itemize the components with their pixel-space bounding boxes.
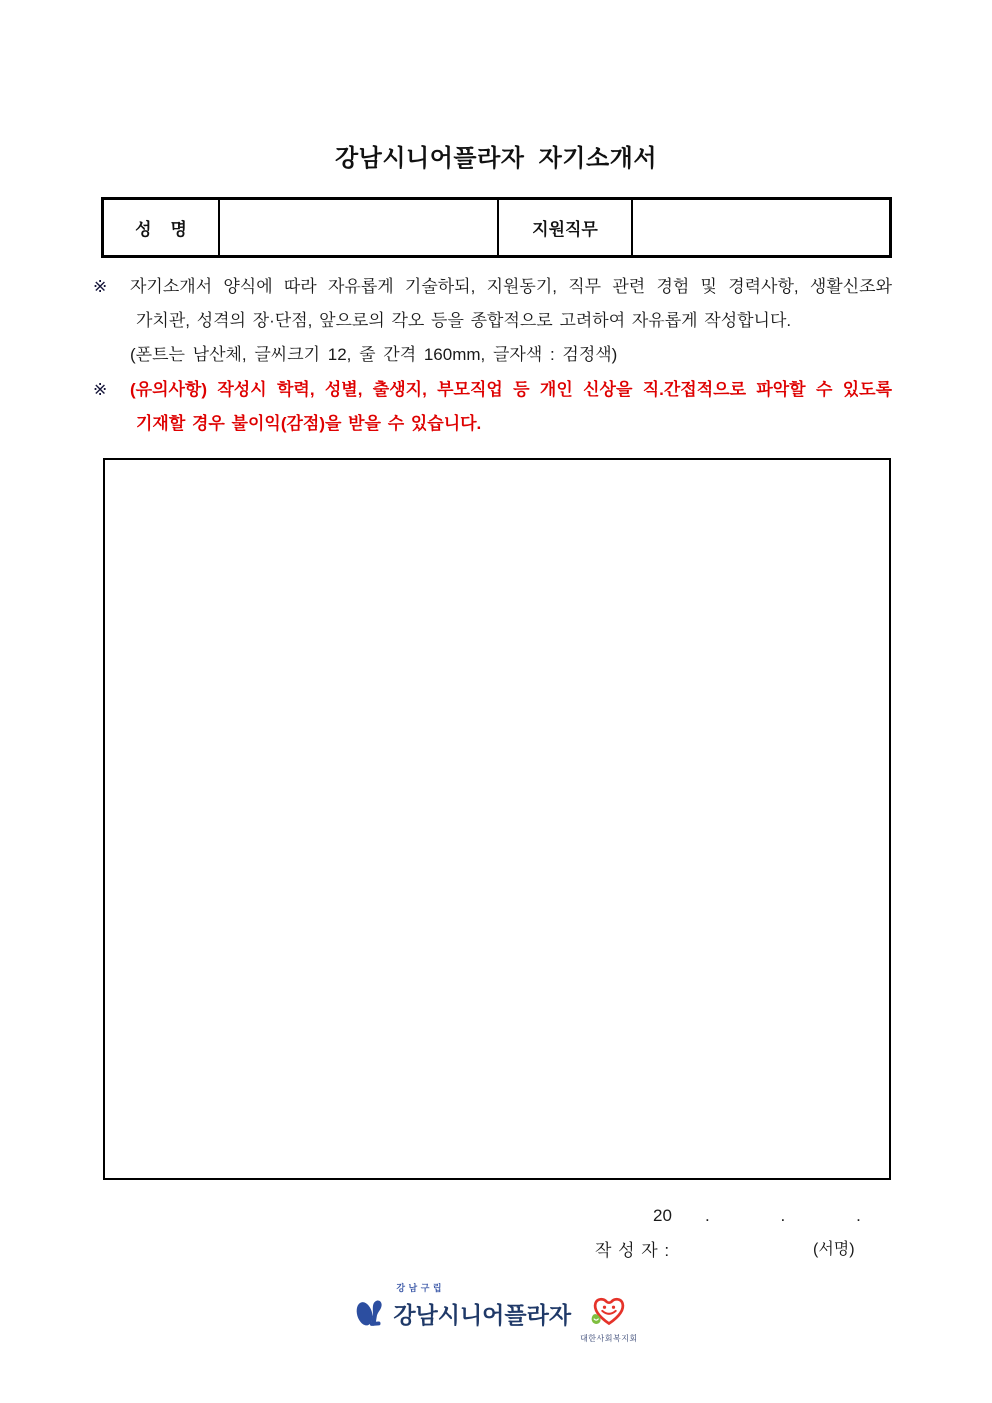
- partner-name-label: 대한사회복지회: [580, 1334, 638, 1343]
- page-title: 강남시니어플라자 자기소개서: [334, 145, 658, 172]
- note1-marker: ※: [93, 277, 108, 296]
- org-name-label: 강남시니어플라자: [393, 1302, 572, 1328]
- note1-line-1: 자기소개서 양식에 따라 자유롭게 기술하되, 지원동기, 직무 관련 경험 및 경력사항, 생활신조와: [130, 277, 892, 296]
- partner-logo-block: [580, 1292, 638, 1344]
- warning-line-1: (유의사항) 작성시 학력, 성별, 출생지, 부모직업 등 개인 신상을 직.간접적으로 파악할 수 있도록: [130, 380, 892, 399]
- footer-logo: [0, 1281, 992, 1344]
- position-input-cell[interactable]: [631, 200, 889, 255]
- essay-input-box[interactable]: [103, 458, 891, 1180]
- heart-smile-icon: [586, 1292, 632, 1333]
- applicant-info-table: [101, 197, 892, 258]
- name-label: 성 명: [135, 220, 187, 239]
- note1-line-3: (폰트는 남산체, 글씨크기 12, 줄 간격 160mm, 글자색 : 검정색): [130, 345, 618, 364]
- org-district-label: 강남구립: [396, 1283, 446, 1293]
- note2-marker: ※: [93, 380, 108, 399]
- warning-line-2: 기재할 경우 불이익(감점)을 받을 수 있습니다.: [136, 414, 482, 433]
- signature-label: (서명): [813, 1241, 855, 1258]
- date-line[interactable]: 20 . . .: [653, 1206, 861, 1225]
- position-label: 지원직무: [497, 200, 631, 255]
- logo-text-block: [393, 1281, 571, 1330]
- name-input-cell[interactable]: [218, 200, 497, 255]
- note1-line-2: 가치관, 성격의 장·단점, 앞으로의 각오 등을 종합적으로 고려하여 자유롭게 작성합니다.: [136, 311, 792, 330]
- gangnam-senior-plaza-symbol-icon: [354, 1294, 384, 1335]
- writer-label: 작 성 자 :: [595, 1241, 671, 1260]
